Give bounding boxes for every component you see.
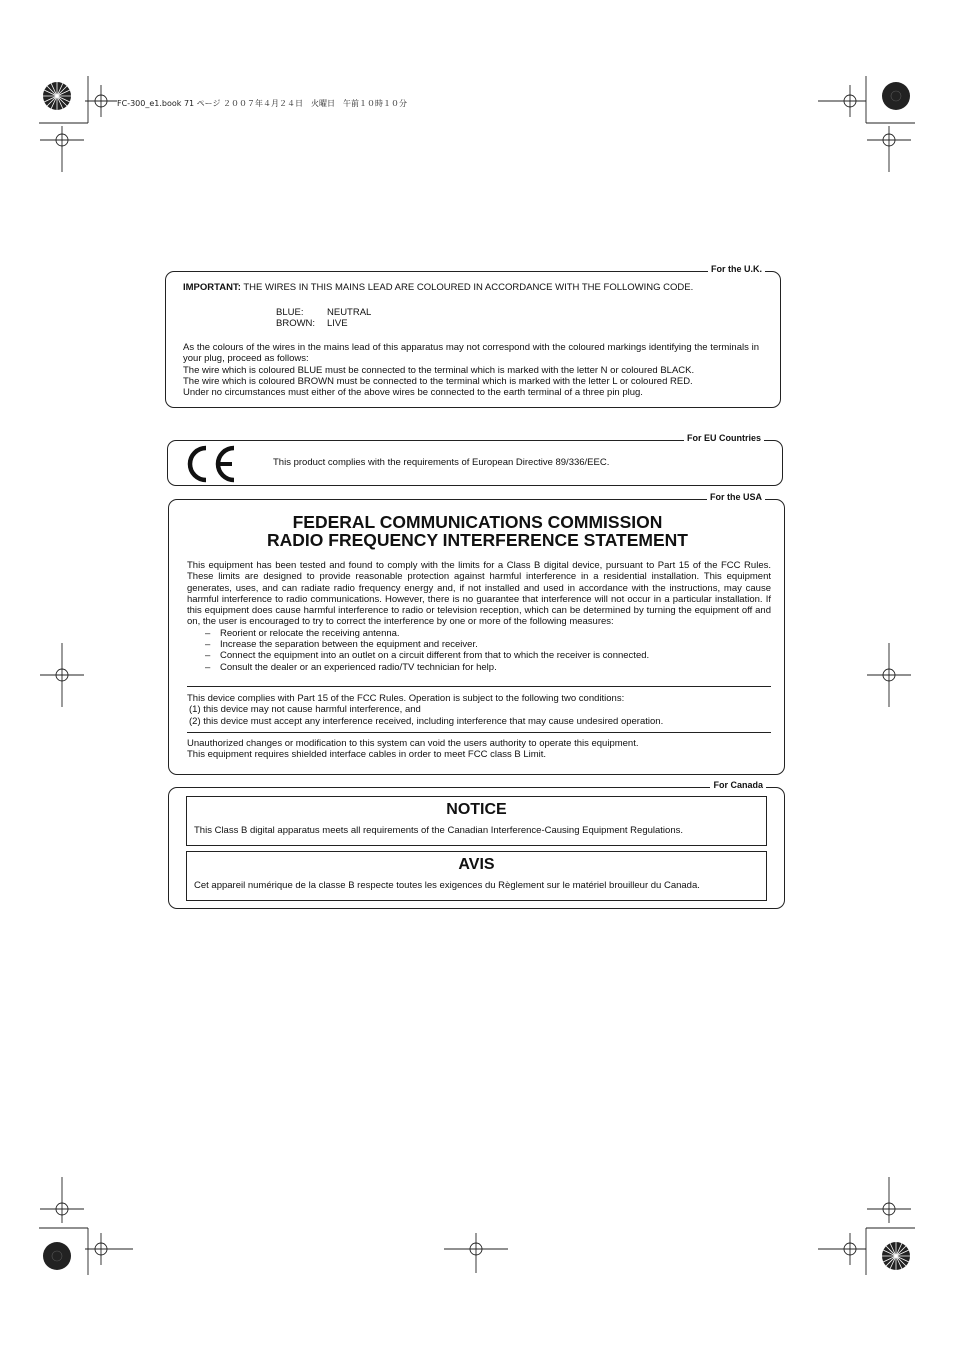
usa-section [168,492,785,775]
usa-section-label: For the USA [707,492,765,502]
canada-section [168,780,785,909]
notice-title: NOTICE [446,801,507,818]
uk-section [165,264,781,408]
avis-text: Cet appareil numérique de la classe B respecte toutes les exigences du Règlement sur le matériel brouilleur du Canada. [194,880,700,891]
warning-2: This equipment requires shielded interface cables in order to meet FCC class B Limit. [187,749,547,761]
list-item: – Increase the separation between the equipment and receiver. [205,639,478,651]
important-text: THE WIRES IN THIS MAINS LEAD ARE COLOURED IN ACCORDANCE WITH THE FOLLOWING CODE. [240,282,694,293]
code-meaning: LIVE [327,318,348,330]
condition-2: (2) this device must accept any interference received, including interference that may cause undesired operation. [189,715,664,727]
uk-earth-line: Under no circumstances must either of the above wires be connected to the earth terminal of a three pin plug. [183,387,643,399]
code-color: BROWN: [276,318,316,330]
ce-mark-icon [184,444,238,484]
divider [187,686,771,687]
list-item: – Consult the dealer or an experienced radio/TV technician for help. [205,661,497,673]
list-item: – Reorient or relocate the receiving antenna. [205,627,400,639]
eu-section [167,433,783,486]
fcc-measures-list [187,628,771,673]
wire-code-table [276,307,371,330]
list-item: – Connect the equipment into an outlet on a circuit different from that to which the receiver is connected. [205,650,650,662]
avis-title: AVIS [458,856,495,873]
uk-section-label: For the U.K. [708,264,765,274]
fcc-title-line2: RADIO FREQUENCY INTERFERENCE STATEMENT [267,530,688,550]
part15-intro: This device complies with Part 15 of the FCC Rules. Operation is subject to the following two conditions: [187,693,625,704]
uk-instructions [183,342,759,398]
uk-paragraph: As the colours of the wires in the mains lead of this apparatus may not correspond with the coloured markings identifying the terminals in your plug, proceed as follows: [183,342,759,365]
warning-1: Unauthorized changes or modification to this system can void the users authority to operate this equipment. [187,738,639,749]
notice-box [186,796,767,846]
canada-section-label: For Canada [710,780,766,790]
fcc-warnings [187,738,771,761]
fcc-title-line1: FEDERAL COMMUNICATIONS COMMISSION [292,512,663,532]
uk-brown-line: The wire which is coloured BROWN must be connected to the terminal which is marked with the letter L or coloured RED. [183,375,693,387]
important-label: IMPORTANT: [183,282,241,293]
code-color: BLUE: [276,307,304,318]
uk-blue-line: The wire which is coloured BLUE must be connected to the terminal which is marked with the letter N or coloured BLACK. [183,364,695,376]
notice-text: This Class B digital apparatus meets all requirements of the Canadian Interference-Causing Equipment Regulations. [194,825,683,836]
eu-section-label: For EU Countries [684,433,764,443]
fcc-title [169,513,786,549]
condition-1: (1) this device may not cause harmful interference, and [189,704,421,716]
fcc-body [187,560,771,673]
eu-compliance-text: This product complies with the requirements of European Directive 89/336/EEC. [273,457,610,468]
divider [187,732,771,733]
part15-block [187,693,771,727]
fcc-paragraph: This equipment has been tested and found to comply with the limits for a Class B digital device, pursuant to Part 15 of the FCC Rules. These limits are designed to provide reasonable protection against harmful interference in a residential installation. This equipment generates, uses, and can radiate radio frequency energy and, if not installed and used in accordance with the instructions, may cause harmful interference to radio communications. However, there is no guarantee that interference will not occur in a particular installation. If this equipment does cause harmful interference to radio or television reception, which can be determined by turning the equipment off and on, the user is encouraged to try to correct the interference by one or more of the following measures: [187,560,771,628]
print-info-header: FC-300_e1.book 71 ページ ２００７年４月２４日 火曜日 午前１０時１０分 [117,99,408,108]
code-meaning: NEUTRAL [327,307,372,318]
uk-important-line [183,282,773,293]
avis-box [186,851,767,901]
